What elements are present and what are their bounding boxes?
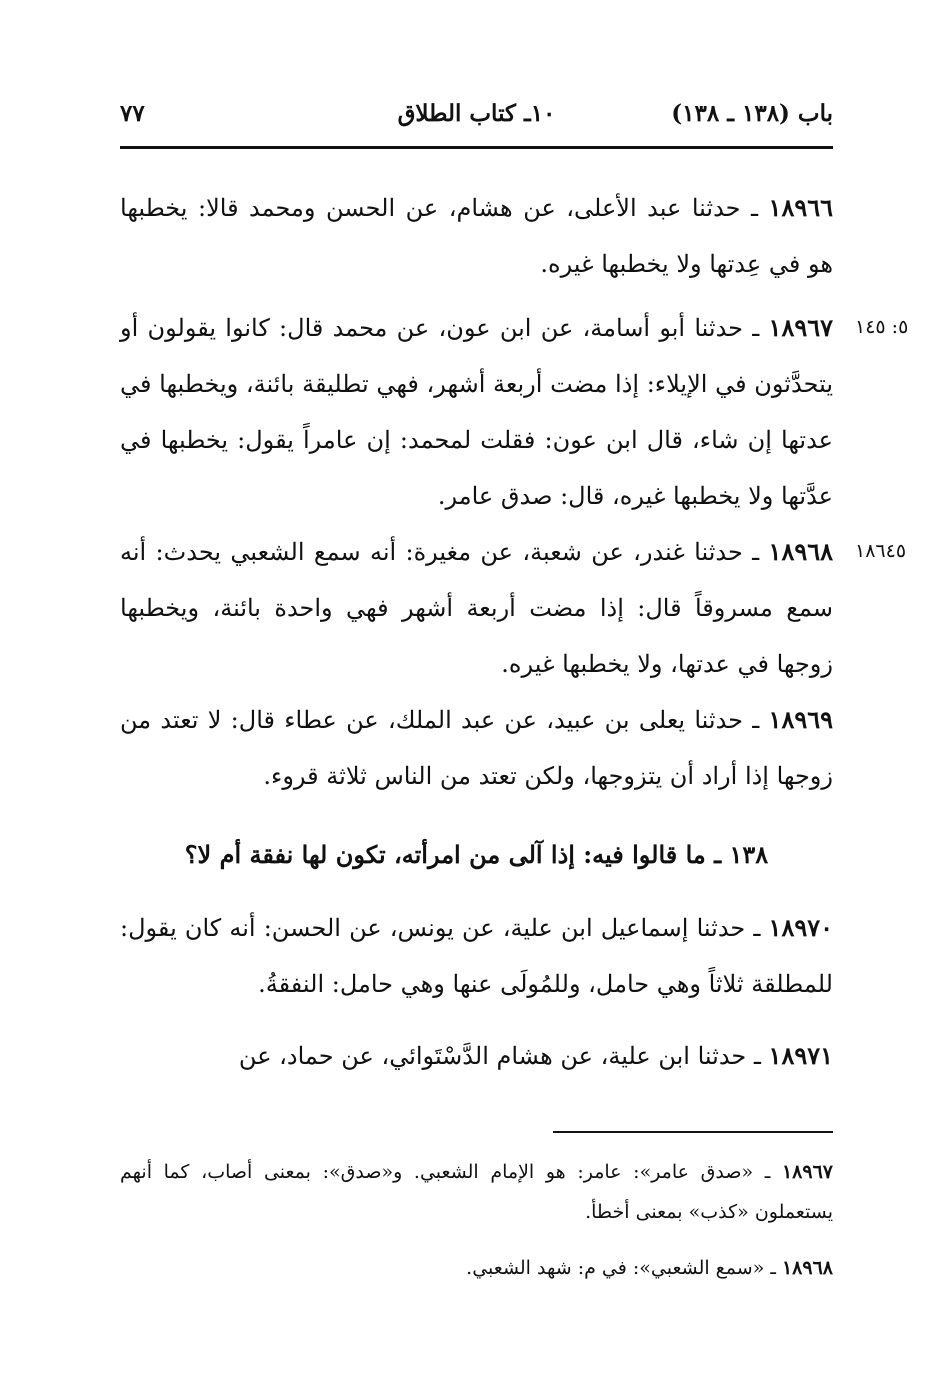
footnote-text: ـ «صدق عامر»: عامر: هو الإمام الشعبي. و«صدق»: بمعنى أصاب، كما أنهم يستعملون «كذب» بمعنى أخطأ. (120, 1161, 833, 1223)
hadith-text: ـ حدثنا ابن علية، عن هشام الدَّسْتَوائي، عن حماد، عن (238, 1042, 769, 1070)
hadith-text: ـ حدثنا إسماعيل ابن علية، عن يونس، عن الحسن: أنه كان يقول: للمطلقة ثلاثاً وهي حامل، وللمُولَى عنها وهي حامل: النفقةُ. (120, 914, 833, 998)
footnote-number: ١٨٩٦٨ (781, 1257, 833, 1279)
hadith-18967 (120, 300, 833, 524)
margin-reference: ١٨٦٤٥ (855, 540, 907, 562)
hadith-text: ـ حدثنا يعلى بن عبيد، عن عبد الملك، عن عطاء قال: لا تعتد من زوجها إذا أراد أن يتزوجها، ولكن تعتد من الناس ثلاثة قروء. (120, 706, 833, 790)
footnote-number: ١٨٩٦٧ (781, 1161, 833, 1183)
hadith-number: ١٨٩٦٦ (768, 193, 833, 222)
hadith-text: ـ حدثنا أبو أسامة، عن ابن عون، عن محمد قال: كانوا يقولون أو يتحدَّثون في الإيلاء: إذا مضت أربعة أشهر، فهي تطليقة بائنة، ويخطبها في عدتها إن شاء، قال ابن عون: فقلت لمحمد: إن عامراً يقول: يخطبها في عدَّتها ولا يخطبها غيره، قال: صدق عامر. (120, 314, 833, 510)
hadith-18969 (120, 692, 833, 804)
hadith-number: ١٨٩٧١ (768, 1041, 833, 1070)
hadith-number: ١٨٩٦٧ (768, 313, 833, 342)
page-header (120, 100, 833, 140)
hadith-18966 (120, 180, 833, 292)
footnote-18968 (120, 1248, 833, 1288)
footnote-text: ـ «سمع الشعبي»: في م: شهد الشعبي. (466, 1257, 782, 1279)
hadith-number: ١٨٩٦٩ (768, 705, 833, 734)
hadith-18968 (120, 524, 833, 692)
hadith-number: ١٨٩٦٨ (768, 537, 833, 566)
margin-reference: ٥: ١٤٥ (855, 316, 909, 338)
section-heading: ١٣٨ ـ ما قالوا فيه: إذا آلى من امرأته، تكون لها نفقة أم لا؟ (184, 840, 769, 869)
footnote-18967 (120, 1152, 833, 1232)
hadith-18970 (120, 900, 833, 1012)
hadith-18971 (120, 1028, 833, 1084)
hadith-text: ـ حدثنا عبد الأعلى، عن هشام، عن الحسن ومحمد قالا: يخطبها هو في عِدتها ولا يخطبها غيره. (120, 194, 833, 278)
header-rule (120, 146, 833, 149)
chapter-range: باب (١٣٨ ـ ١٣٨) (671, 100, 833, 127)
page-number: ٧٧ (120, 100, 145, 127)
hadith-text: ـ حدثنا غندر، عن شعبة، عن مغيرة: أنه سمع الشعبي يحدث: أنه سمع مسروقاً قال: إذا مضت أربعة أشهر فهي واحدة بائنة، ويخطبها زوجها في عدتها، ولا يخطبها غيره. (120, 538, 833, 678)
book-title: ١٠ـ كتاب الطلاق (397, 100, 556, 127)
footnote-rule (553, 1131, 833, 1133)
hadith-number: ١٨٩٧٠ (768, 913, 833, 942)
